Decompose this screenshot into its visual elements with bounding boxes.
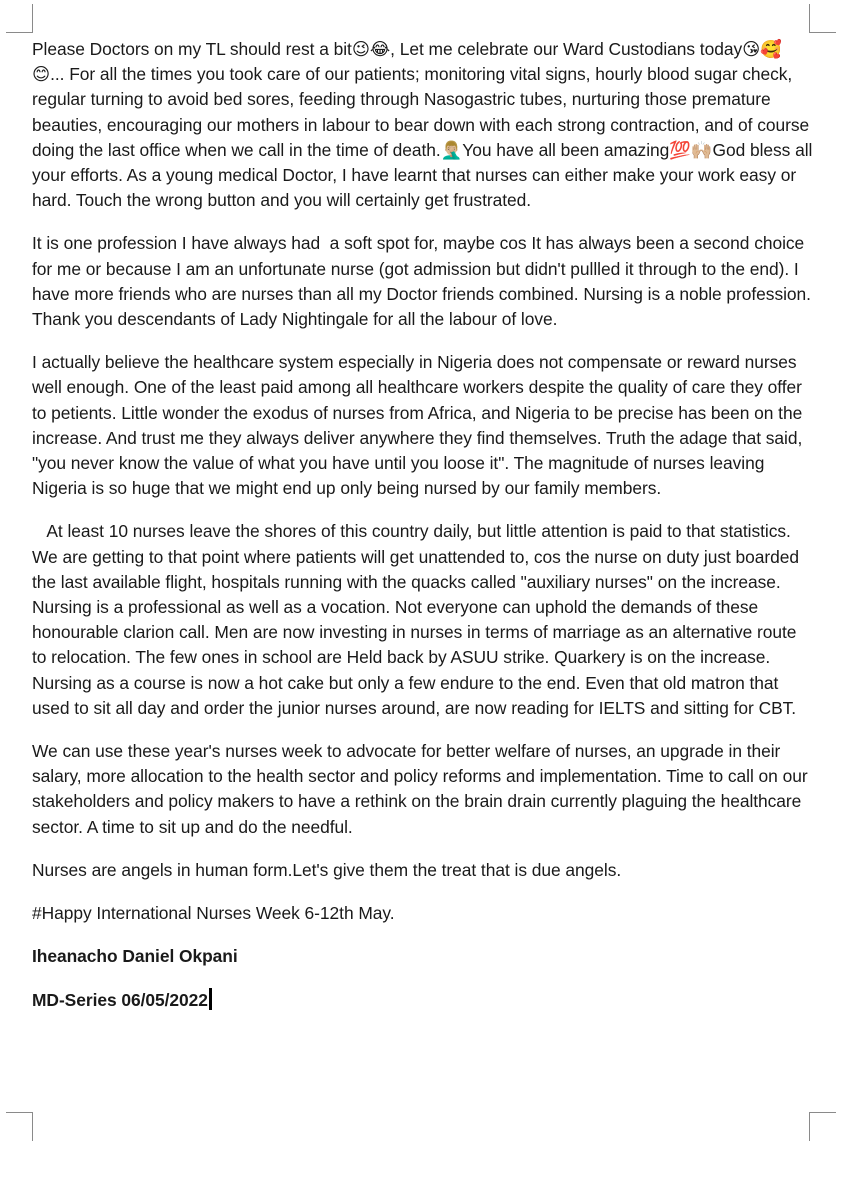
author-name[interactable]: Iheanacho Daniel Okpani <box>32 946 238 967</box>
paragraph-4[interactable]: At least 10 nurses leave the shores of this country daily, but little attention is paid to that statistics. We are getting to that point where patients will get unattended to, cos the nurse on duty just boarded the last available flight, hospitals running with the quacks called "auxiliary nurses" on the increase. Nursing is a professional as well as a vocation. Not everyone can uphold the demands of these honourable clarion call. Men are now investing in nurses in terms of marriage as an alternative route to relocation. The few ones in school are Held back by ASUU strike. Quarkery is on the increase. Nursing as a course is now a hot cake but only a few endure to the end. Even that old matron that used to sit all day and order the junior nurses around, are now reading for IELTS and sitting for CBT. <box>32 521 804 718</box>
text-cursor <box>209 988 212 1010</box>
paragraph-2[interactable]: It is one profession I have always had a soft spot for, maybe cos It has always been a second choice for me or because I am an unfortunate nurse (got admission but didn't pullled it through to the end). I have more friends who are nurses than all my Doctor friends combined. Nursing is a noble profession. Thank you descendants of Lady Nightingale for all the labour of love. <box>32 233 816 330</box>
document-body[interactable] <box>32 37 818 1031</box>
paragraph-hashtag[interactable]: #Happy International Nurses Week 6-12th May. <box>32 903 395 924</box>
crop-mark-bottom-right <box>809 1112 836 1141</box>
paragraph-3[interactable]: I actually believe the healthcare system especially in Nigeria does not compensate or reward nurses well enough. One of the least paid among all healthcare workers despite the quality of care they offer to petients. Little wonder the exodus of nurses from Africa, and Nigeria to be precise has been on the increase. And trust me they always deliver anywhere they find themselves. Truth the adage that said, "you never know the value of what you have until you loose it". The magnitude of nurses leaving Nigeria is so huge that we might end up only being nursed by our family members. <box>32 352 812 499</box>
paragraph-6[interactable]: Nurses are angels in human form.Let's give them the treat that is due angels. <box>32 859 622 880</box>
crop-mark-top-right <box>809 4 836 33</box>
paragraph-1[interactable]: Please Doctors on my TL should rest a bit😉😂, Let me celebrate our Ward Custodians today😘🥰😊... For all the times you took care of our patients; monitoring vital signs, hourly blood sugar check, regular turning to avoid bed sores, feeding through Nasogastric tubes, nurturing those premature beauties, encouraging our mothers in labour to bear down with each strong contraction, and of course doing the last office when we call in the time of death.🤦🏼‍♂You have all been amazing💯🙌🏼God bless all your efforts. As a young medical Doctor, I have learnt that nurses can either make your work easy or hard. Touch the wrong button and you will certainly get frustrated. <box>32 39 818 211</box>
signoff-text: MD-Series 06/05/2022 <box>32 989 208 1010</box>
paragraph-5[interactable]: We can use these year's nurses week to advocate for better welfare of nurses, an upgrade in their salary, more allocation to the health sector and policy reforms and implementation. Time to call on our stakeholders and policy makers to have a rethink on the brain drain currently plaguing the healthcare sector. A time to sit up and do the needful. <box>32 741 813 837</box>
signoff-line[interactable] <box>32 988 814 1013</box>
crop-mark-bottom-left <box>6 1112 33 1141</box>
crop-mark-top-left <box>6 4 33 33</box>
